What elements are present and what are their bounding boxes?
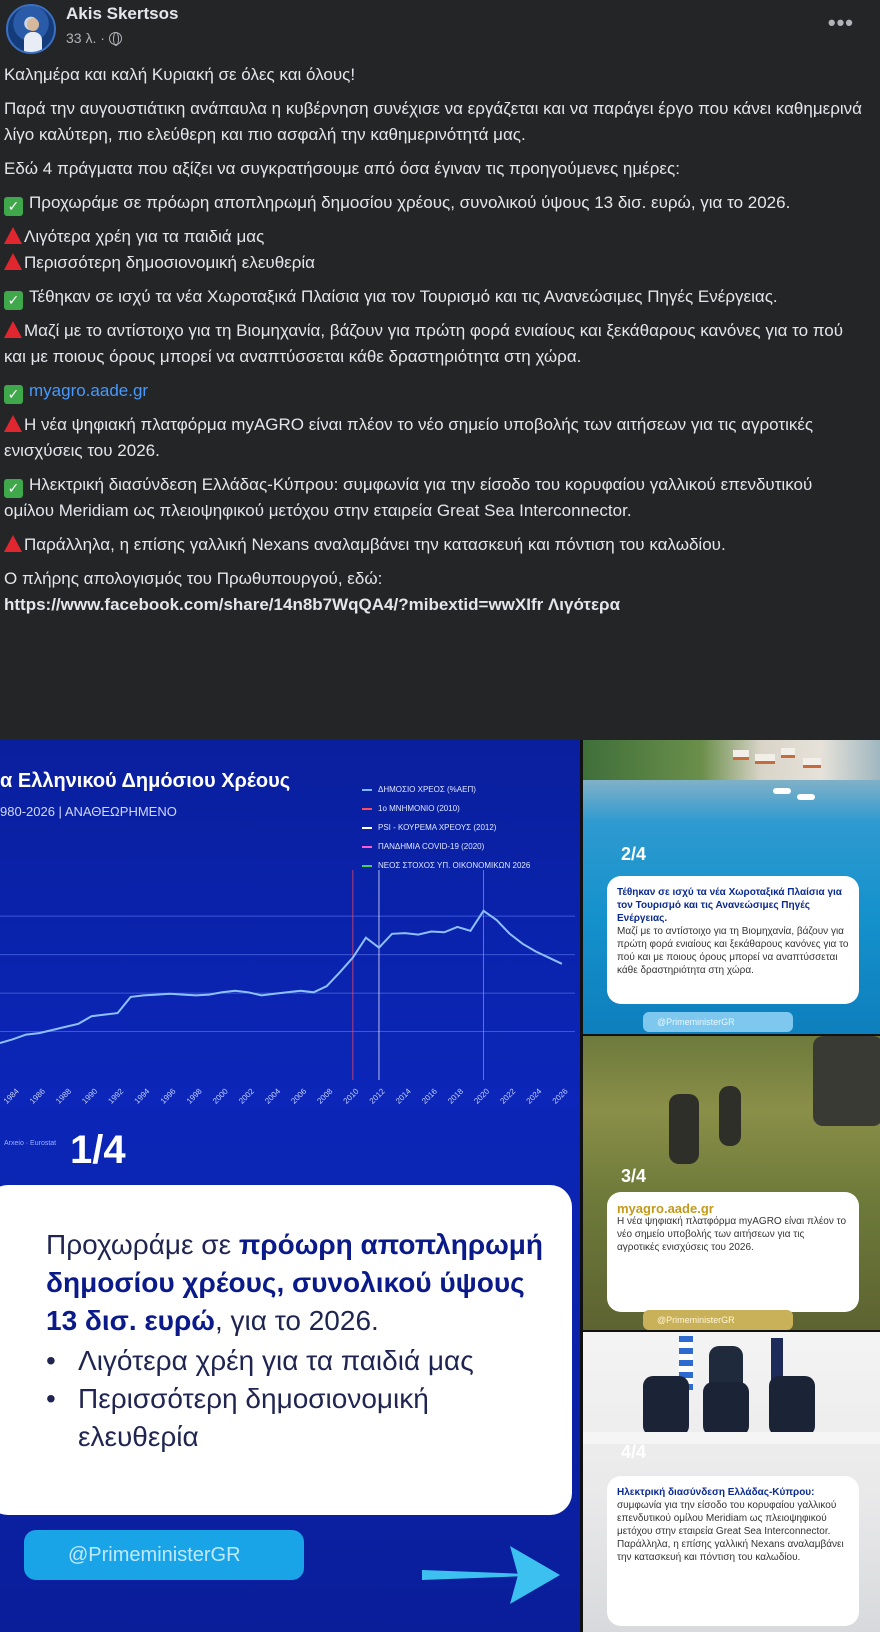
x-tick-label: 2006 [289,1086,309,1106]
x-tick-label: 2016 [420,1086,439,1106]
see-less-button[interactable]: Λιγότερα [547,595,621,614]
boat [797,794,815,800]
x-tick-label: 2002 [237,1086,257,1106]
x-tick-label: 2010 [341,1086,361,1106]
sub-item-text: Η νέα ψηφιακή πλατφόρμα myAGRO είναι πλέον το νέο σημείο υποβολής των αιτήσεων για τις αγροτικές ενισχύσεις του 2026. [4,415,814,460]
card-heading: Ηλεκτρική διασύνδεση Ελλάδας-Κύπρου: [617,1487,815,1498]
warning-triangle-icon [4,321,22,338]
card-body: Η νέα ψηφιακή πλατφόρμα myAGRO είναι πλέον το νέο σημείο υποβολής των αιτήσεων για τις αγροτικές ενισχύσεις του 2026. [617,1216,847,1253]
author-name[interactable]: Akis Skertsos [66,4,179,23]
x-tick-label: 1994 [132,1086,152,1106]
bullet: • Λιγότερα χρέη για τα παιδιά μας [46,1342,556,1380]
share-line [4,592,864,618]
handle-pill: @PrimeministerGR [643,1310,793,1330]
x-tick-label: 2014 [393,1086,413,1106]
card-bullets [46,1342,556,1456]
handle-pill: @PrimeministerGR [643,1012,793,1032]
card-heading: Τέθηκαν σε ισχύ τα νέα Χωροταξικά Πλαίσια για τον Τουρισμό και τις Ανανεώσιμες Πηγές Ενέργειας. [617,887,842,924]
coast-photo [583,740,880,780]
warning-triangle-icon [4,227,22,244]
avatar[interactable] [6,4,56,54]
legend-item: ΔΗΜΟΣΙΟ ΧΡΕΟΣ (%ΑΕΠ) [362,780,530,799]
x-tick-label: 2024 [524,1086,544,1106]
sub-item-text: Παράλληλα, η επίσης γαλλική Nexans αναλαμβάνει την κατασκευή και πόντιση του καλωδίου. [24,535,726,554]
list-item-text: Ηλεκτρική διασύνδεση Ελλάδας-Κύπρου: συμφωνία για την είσοδο του κορυφαίου γαλλικού επενδυτικού ομίλου Meridiam ως πλειοψηφικού μετόχου στην εταιρεία Great Sea Interconnector. [4,475,813,520]
person [703,1382,749,1436]
more-options-button[interactable]: ••• [827,10,854,35]
x-tick-label: 2004 [263,1086,283,1106]
sub-item [4,532,864,558]
farmer [813,1036,880,1126]
myagro-link[interactable]: myagro.aade.gr [29,381,149,400]
card-body: Παράλληλα, η επίσης γαλλική Nexans αναλαμβάνει την κατασκευή και πόντιση του καλωδίου. [617,1539,844,1563]
page-indicator: 3/4 [621,1166,647,1186]
person [769,1376,815,1436]
x-tick-label: 2022 [498,1086,518,1106]
check-icon: ✓ [4,291,23,310]
x-tick-label: 1986 [27,1086,47,1106]
sub-item [4,250,864,276]
x-tick-label: 1990 [80,1086,100,1106]
main-image-debt-chart[interactable] [0,740,580,1632]
post-text [4,62,864,626]
sub-item [4,224,864,250]
globe-icon [109,32,122,45]
bullet: • Περισσότερη δημοσιονομική ελευθερία [46,1380,556,1456]
greeting: Καλημέρα και καλή Κυριακή σε όλες και όλους! [4,65,356,84]
x-tick-label: 1984 [1,1086,21,1106]
warning-triangle-icon [4,253,22,270]
list-item-text: Προχωράμε σε πρόωρη αποπληρωμή δημοσίου χρέους, συνολικού ύψους 13 δισ. ευρώ, για το 2026. [29,193,791,212]
post-header [0,0,880,60]
chart-source: Αrxeio · Eurostat [4,1140,57,1147]
legend-item: 1o ΜΝΗΜΟΝΙΟ (2010) [362,799,530,818]
text-card [607,876,859,1004]
list-item-text: Τέθηκαν σε ισχύ τα νέα Χωροταξικά Πλαίσια για τον Τουρισμό και τις Ανανεώσιμες Πηγές Ενέργειας. [29,287,778,306]
x-tick-label: 1988 [54,1086,74,1106]
text-card [607,1476,859,1626]
text-card [607,1192,859,1312]
debt-chart [0,740,580,1180]
card-body: συμφωνία για την είσοδο του κορυφαίου γαλλικού επενδυτικού ομίλου Meridiam ως πλειοψηφικού μετόχου στην εταιρεία Great Sea Interconnector. [617,1500,837,1537]
paragraph: Παρά την αυγουστιάτικη ανάπαυλα η κυβέρνηση συνέχισε να εργάζεται και να παράγει έργο που κάνει καθημερινά λίγο καλύτερη, πιο ελεύθερη και πιο ασφαλή την καθημερινότητά μας. [4,99,862,144]
page-indicator: 4/4 [621,1442,647,1462]
share-url[interactable]: https://www.facebook.com/share/14n8b7WqQA4/?mibextid=wwXIfr [4,595,544,614]
x-tick-label: 1992 [106,1086,126,1106]
card-statement: Προχωράμε σε πρόωρη αποπληρωμή δημοσίου χρέους, συνολικού ύψους 13 δισ. ευρώ, για το 2026. [46,1229,544,1336]
image-grid [0,740,880,1632]
chart-subtitle: 980-2026 | ΑΝΑΘΕΩΡΗΜΕΝΟ [0,804,177,819]
sub-item [4,318,864,370]
sub-item [4,412,864,464]
closing-line: Ο πλήρης απολογισμός του Πρωθυπουργού, εδώ: [4,569,383,588]
post-time[interactable]: 33 λ. · [66,30,105,46]
boat [773,788,791,794]
card-text [46,1226,556,1456]
page-indicator: 2/4 [621,844,647,864]
post-meta [66,30,122,46]
farmer [669,1094,699,1164]
debt-series-line [0,911,562,1043]
x-tick-label: 1998 [184,1086,204,1106]
farmer [719,1086,741,1146]
check-icon: ✓ [4,385,23,404]
warning-triangle-icon [4,415,22,432]
x-tick-label: 2012 [367,1086,387,1106]
sub-item-text: Μαζί με το αντίστοιχο για τη Βιομηχανία, βάζουν για πρώτη φορά ενιαίους και ξεκάθαρους κανόνες για το πού και με ποιους όρους μπορεί να αναπτύσσεται κάθε δραστηριότητα στη χώρα. [4,321,844,366]
card-body: Μαζί με το αντίστοιχο για τη Βιομηχανία, βάζουν για πρώτη φορά ενιαίους και ξεκάθαρους κανόνες για το πού και με ποιους όρους μπορεί να αναπτύσσεται κάθε δραστηριότητα στη χώρα. [617,926,849,976]
x-tick-label: 2026 [550,1086,570,1106]
list-item [4,378,864,404]
page-indicator: 1/4 [70,1128,126,1172]
list-item [4,190,864,216]
handle-pill: @PrimeministerGR [24,1530,304,1580]
card-heading: myagro.aade.gr [617,1201,714,1216]
x-tick-label: 2008 [315,1086,335,1106]
legend-item: ΠΑΝΔΗΜΙΑ COVID-19 (2020) [362,837,530,856]
person [643,1376,689,1436]
x-tick-label: 2018 [446,1086,466,1106]
sub-item-text: Λιγότερα χρέη για τα παιδιά μας [24,227,265,246]
arrow-right-icon [418,1540,568,1610]
legend-item: ΝΕΟΣ ΣΤΟΧΟΣ ΥΠ. ΟΙΚΟΝΟΜΙΚΩΝ 2026 [362,856,530,875]
x-tick-label: 2000 [210,1086,230,1106]
sub-item-text: Περισσότερη δημοσιονομική ελευθερία [24,253,316,272]
warning-triangle-icon [4,535,22,552]
legend-item: PSI - ΚΟΥΡΕΜΑ ΧΡΕΟΥΣ (2012) [362,818,530,837]
paragraph: Εδώ 4 πράγματα που αξίζει να συγκρατήσουμε από όσα έγιναν τις προηγούμενες ημέρες: [4,159,680,178]
list-item [4,284,864,310]
chart-title: α Ελληνικού Δημόσιου Χρέους [0,770,291,792]
list-item [4,472,864,524]
image-tourism[interactable] [583,740,880,1034]
image-interconnector[interactable] [583,1332,880,1632]
x-tick-label: 1996 [158,1086,178,1106]
check-icon: ✓ [4,197,23,216]
check-icon: ✓ [4,479,23,498]
image-myagro[interactable] [583,1036,880,1330]
x-tick-label: 2020 [472,1086,492,1106]
